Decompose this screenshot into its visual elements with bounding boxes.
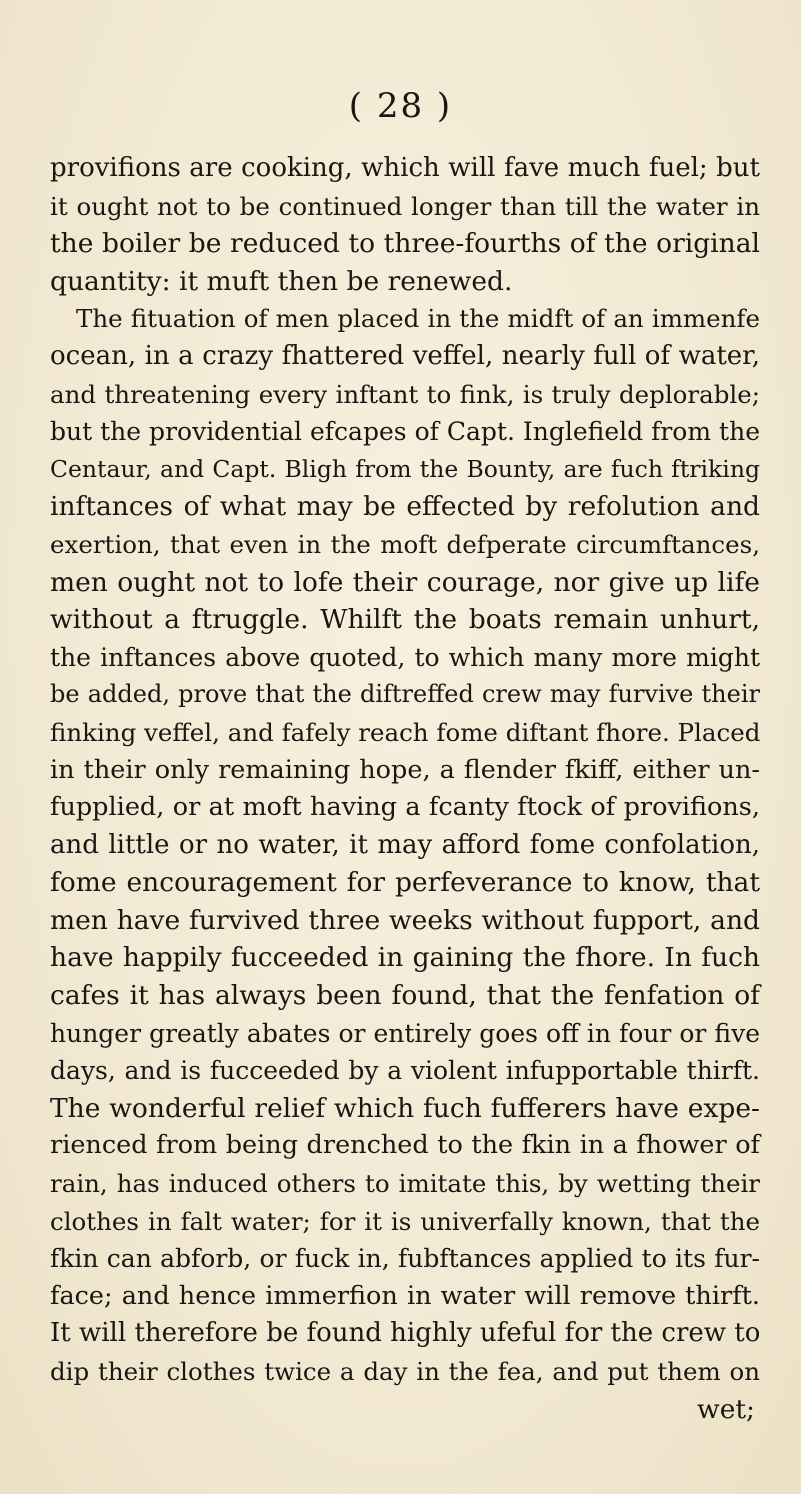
text-line: without a ftruggle. Whilft the boats remain unhurt, bbox=[50, 604, 760, 636]
text-line: rain, has induced others to imitate this, by wetting their bbox=[50, 1169, 760, 1199]
text-line: inftances of what may be effected by refolution and bbox=[50, 491, 760, 523]
text-line: rienced from being drenched to the fkin in a fhower of bbox=[50, 1130, 760, 1161]
text-line: in their only remaining hope, a flender fkiff, either un- bbox=[50, 754, 760, 785]
text-line: dip their clothes twice a day in the fea, and put them on bbox=[50, 1357, 760, 1386]
text-line: cafes it has always been found, that the fenfation of bbox=[50, 980, 760, 1012]
text-line: fkin can abforb, or fuck in, fubftances applied to its fur- bbox=[50, 1244, 760, 1274]
page-number-header: ( 28 ) bbox=[348, 86, 453, 126]
body-text bbox=[50, 150, 760, 1428]
text-line: It will therefore be found highly ufeful for the crew to bbox=[50, 1318, 761, 1349]
text-line: the boiler be reduced to three-fourths of the original bbox=[50, 228, 760, 260]
text-line: the inftances above quoted, to which many more might bbox=[50, 642, 760, 672]
text-line: fome encouragement for perfeverance to know, that bbox=[50, 867, 760, 899]
text-line: hunger greatly abates or entirely goes off in four or five bbox=[50, 1018, 760, 1048]
text-line: Centaur, and Capt. Bligh from the Bounty, are fuch ftriking bbox=[50, 454, 760, 483]
text-line: finking veffel, and fafely reach fome diftant fhore. Placed bbox=[50, 717, 761, 747]
text-line: men have furvived three weeks without fupport, and bbox=[50, 904, 760, 936]
text-line: but the providential efcapes of Capt. Inglefield from the bbox=[50, 417, 760, 447]
text-line: quantity: it muft then be renewed. bbox=[50, 265, 513, 297]
text-line: The fituation of men placed in the midft of an immenfe bbox=[76, 304, 760, 334]
text-line: days, and is fucceeded by a violent infupportable thirft. bbox=[50, 1056, 760, 1086]
text-line: clothes in falt water; for it is univerfally known, that the bbox=[50, 1206, 760, 1236]
text-line: it ought not to be continued longer than till the water in bbox=[50, 191, 760, 221]
text-line: be added, prove that the diftreffed crew may furvive their bbox=[50, 680, 760, 709]
text-line: exertion, that even in the moft defperate circumftances, bbox=[50, 529, 760, 559]
text-line: have happily fucceeded in gaining the fhore. In fuch bbox=[50, 942, 760, 974]
text-line: and little or no water, it may afford fome confolation, bbox=[50, 829, 760, 860]
catchword: wet; bbox=[697, 1393, 755, 1425]
text-line: provifions are cooking, which will fave much fuel; but bbox=[50, 153, 760, 183]
text-line: and threatening every inftant to fink, is truly deplorable; bbox=[50, 379, 760, 409]
text-line: face; and hence immerfion in water will remove thirft. bbox=[50, 1280, 760, 1311]
text-line: ocean, in a crazy fhattered veffel, nearly full of water, bbox=[50, 340, 760, 371]
text-line: men ought not to lofe their courage, nor give up life bbox=[50, 566, 760, 598]
text-line: The wonderful relief which fuch fufferers have expe- bbox=[50, 1092, 760, 1124]
text-line: fupplied, or at moft having a fcanty ftock of provifions, bbox=[50, 792, 760, 823]
